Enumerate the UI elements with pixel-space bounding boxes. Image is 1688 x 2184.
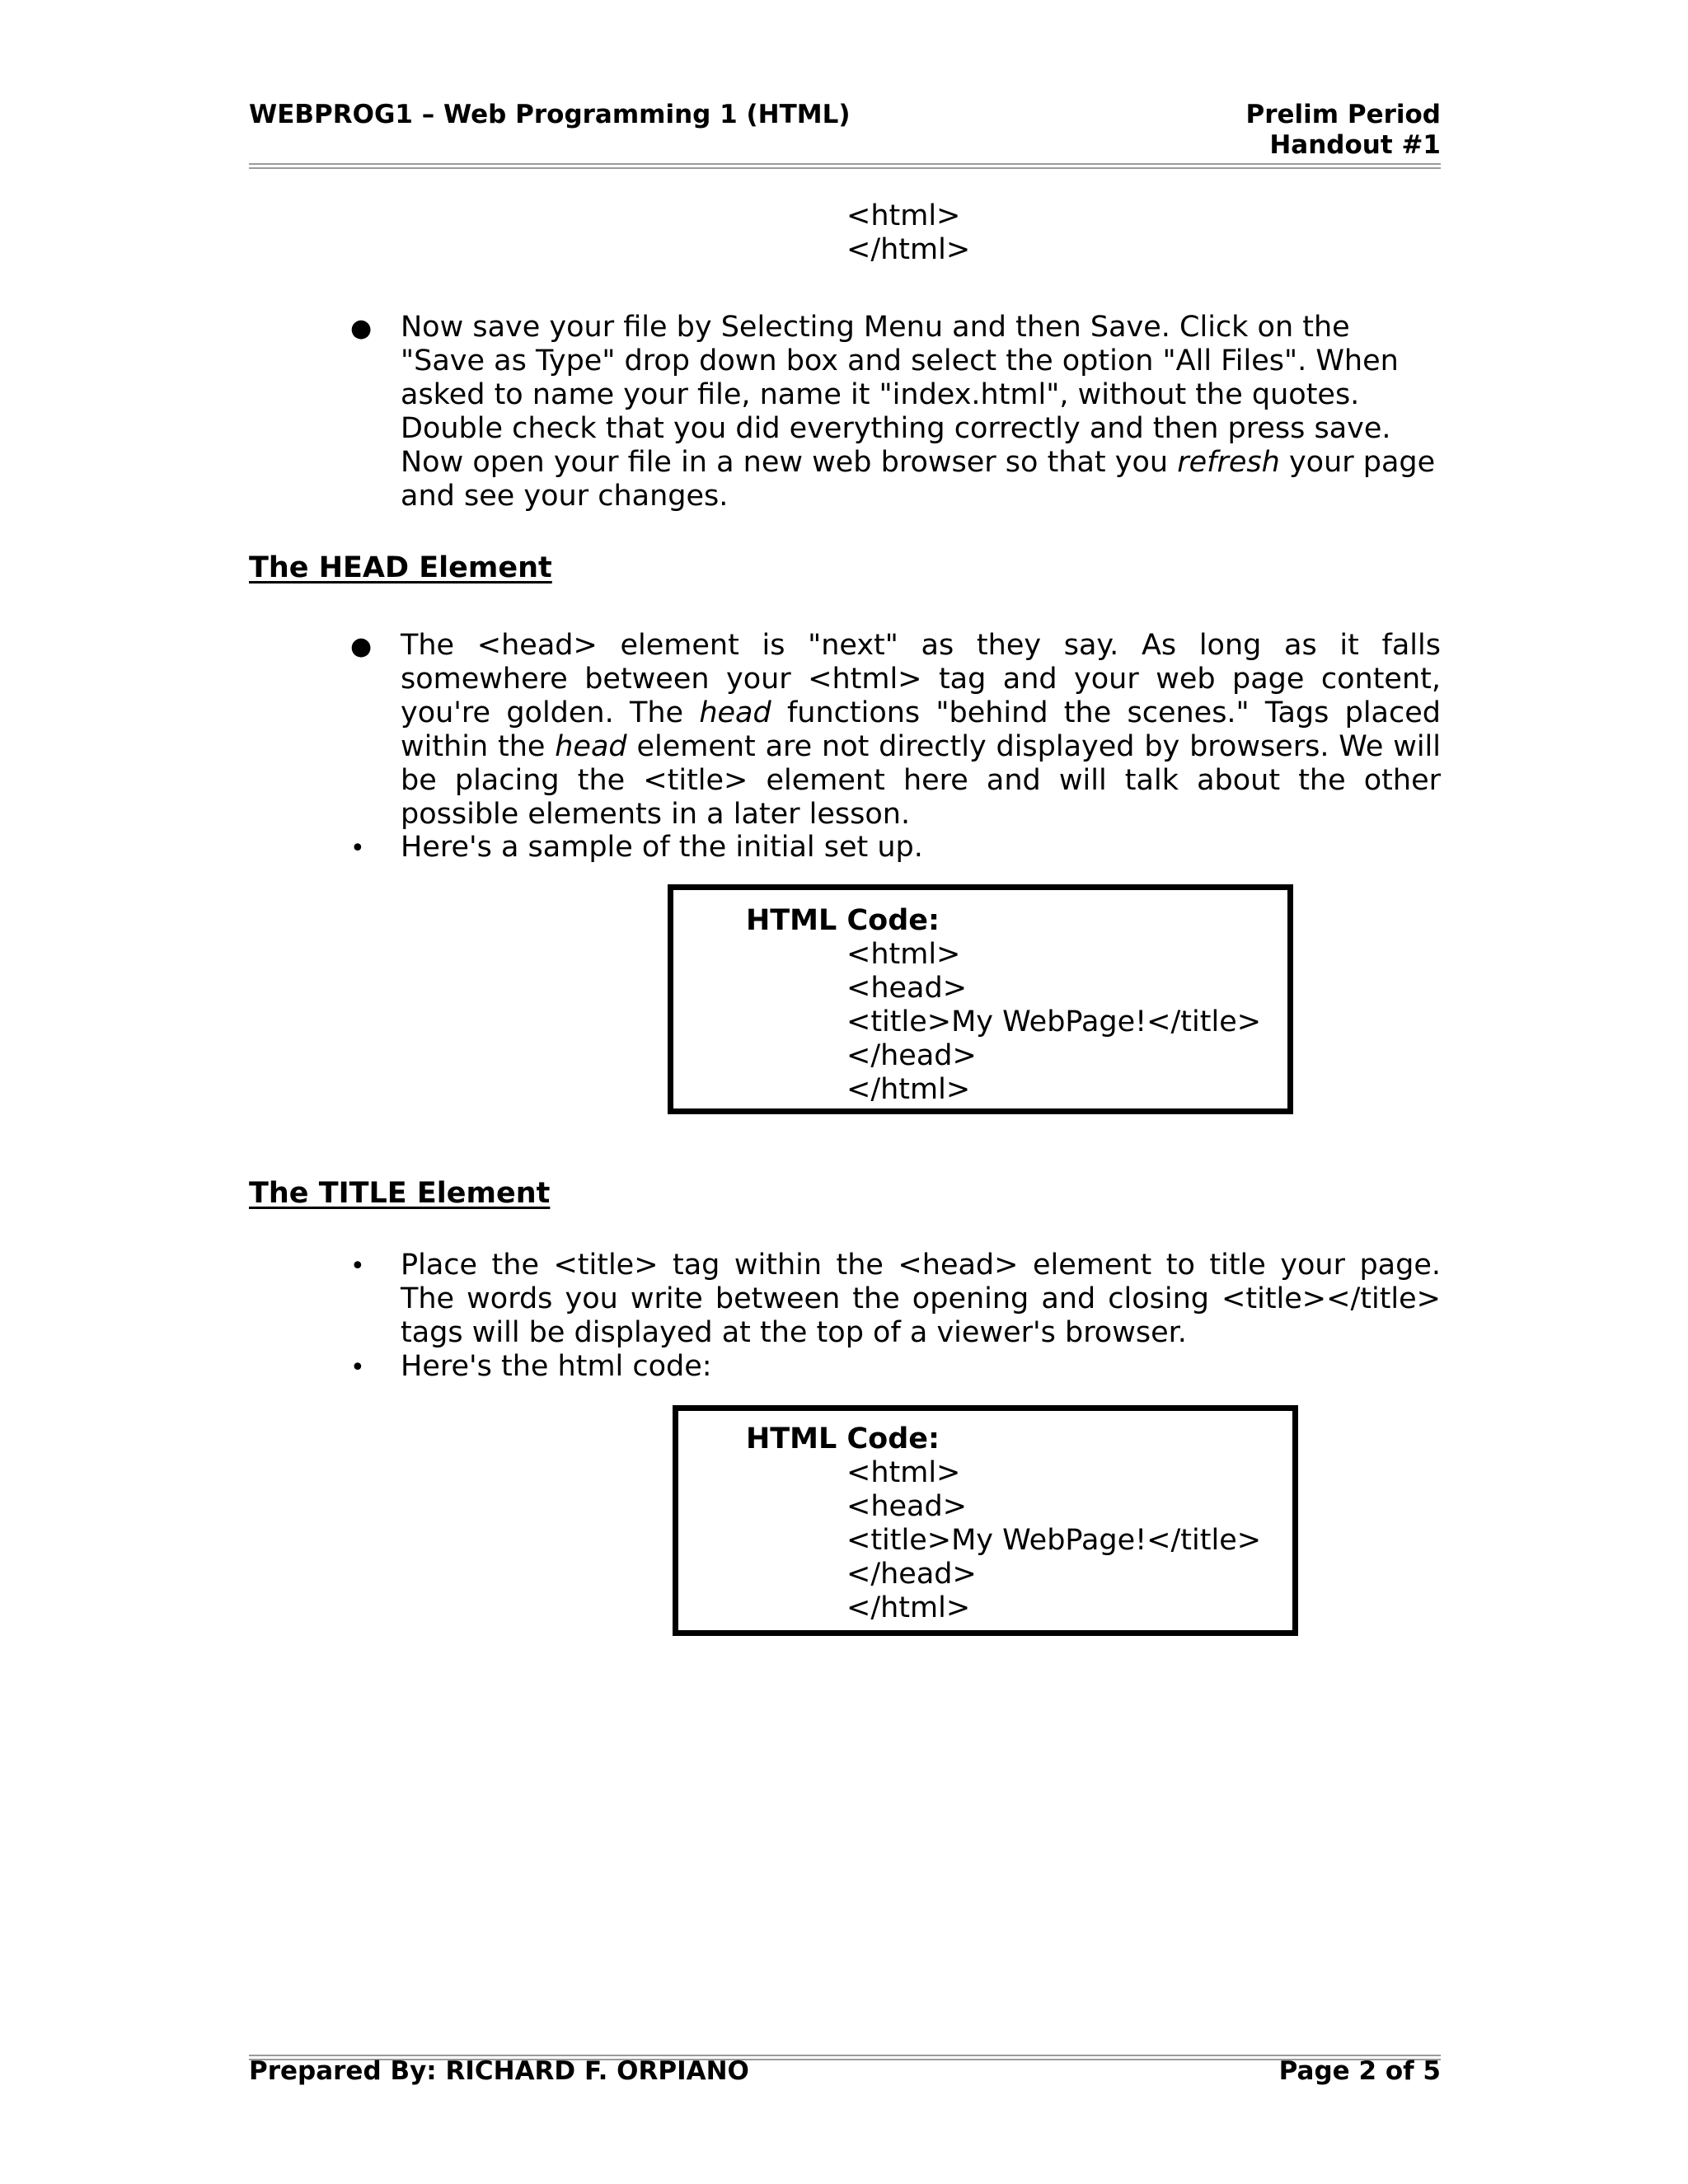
title-code-line: <html> bbox=[846, 1456, 961, 1489]
save-text-part: Now save your file by Selecting Menu and then Save. Click on the "Save as Type" drop down box and select the option "All Files". When asked to name your file, name it "index.html", without the quotes. Double check that you did everything correctly and then press save. Now open your file in a new web browser so that you bbox=[401, 311, 1399, 479]
intro-code-line: <html> bbox=[846, 199, 961, 232]
footer-page-number: Page 2 of 5 bbox=[1278, 2056, 1441, 2086]
title-section-heading: The TITLE Element bbox=[249, 1177, 551, 1210]
intro-code-line: </html> bbox=[846, 233, 971, 266]
header-period: Prelim Period bbox=[1245, 100, 1441, 129]
head-text-part: The <head> element is "next" as they say. As long as it falls somewhere between your <html> tag and your web page content, you're golden. The bbox=[401, 629, 1441, 729]
bullet-marker: • bbox=[350, 1353, 365, 1382]
title-code-line: <title>My WebPage!</title> bbox=[846, 1524, 1262, 1557]
head-description-paragraph bbox=[401, 629, 1441, 832]
head-code-box-title: HTML Code: bbox=[746, 904, 940, 937]
header-course-title: WEBPROG1 – Web Programming 1 (HTML) bbox=[249, 100, 851, 129]
head-text-emphasis: head bbox=[699, 696, 771, 729]
header-rule bbox=[249, 163, 1441, 169]
header-handout: Handout #1 bbox=[1269, 130, 1441, 160]
save-text-emphasis: refresh bbox=[1177, 446, 1280, 479]
footer-prepared-by: Prepared By: RICHARD F. ORPIANO bbox=[249, 2056, 749, 2086]
bullet-marker: • bbox=[350, 834, 365, 863]
title-code-line: <head> bbox=[846, 1490, 968, 1523]
bullet-marker: ● bbox=[350, 632, 373, 661]
save-instructions-paragraph bbox=[401, 311, 1441, 513]
title-code-box-title: HTML Code: bbox=[746, 1422, 940, 1455]
head-code-line: </head> bbox=[846, 1039, 977, 1072]
bullet-marker: ● bbox=[350, 314, 373, 343]
title-code-line: </html> bbox=[846, 1591, 971, 1624]
head-code-line: <title>My WebPage!</title> bbox=[846, 1005, 1262, 1038]
head-text-part: functions "behind the scenes." Tags placed within the bbox=[401, 696, 1441, 763]
head-code-line: <html> bbox=[846, 938, 961, 971]
bullet-marker: • bbox=[350, 1252, 365, 1281]
head-sample-intro: Here's a sample of the initial set up. bbox=[401, 831, 923, 864]
head-text-emphasis: head bbox=[555, 730, 627, 763]
head-code-line: </html> bbox=[846, 1073, 971, 1106]
save-text-part: your page and see your changes. bbox=[401, 446, 1436, 513]
title-description-paragraph: Place the <title> tag within the <head> element to title your page. The words you write between the opening and closing <title></title> tags will be displayed at the top of a viewer's browser. bbox=[401, 1249, 1441, 1349]
head-section-heading: The HEAD Element bbox=[249, 551, 552, 584]
head-text-part: element are not directly displayed by browsers. We will be placing the <title> element here and will talk about the other possible elements in a later lesson. bbox=[401, 730, 1441, 831]
head-code-line: <head> bbox=[846, 972, 968, 1005]
title-code-intro: Here's the html code: bbox=[401, 1350, 712, 1383]
title-code-line: </head> bbox=[846, 1558, 977, 1591]
